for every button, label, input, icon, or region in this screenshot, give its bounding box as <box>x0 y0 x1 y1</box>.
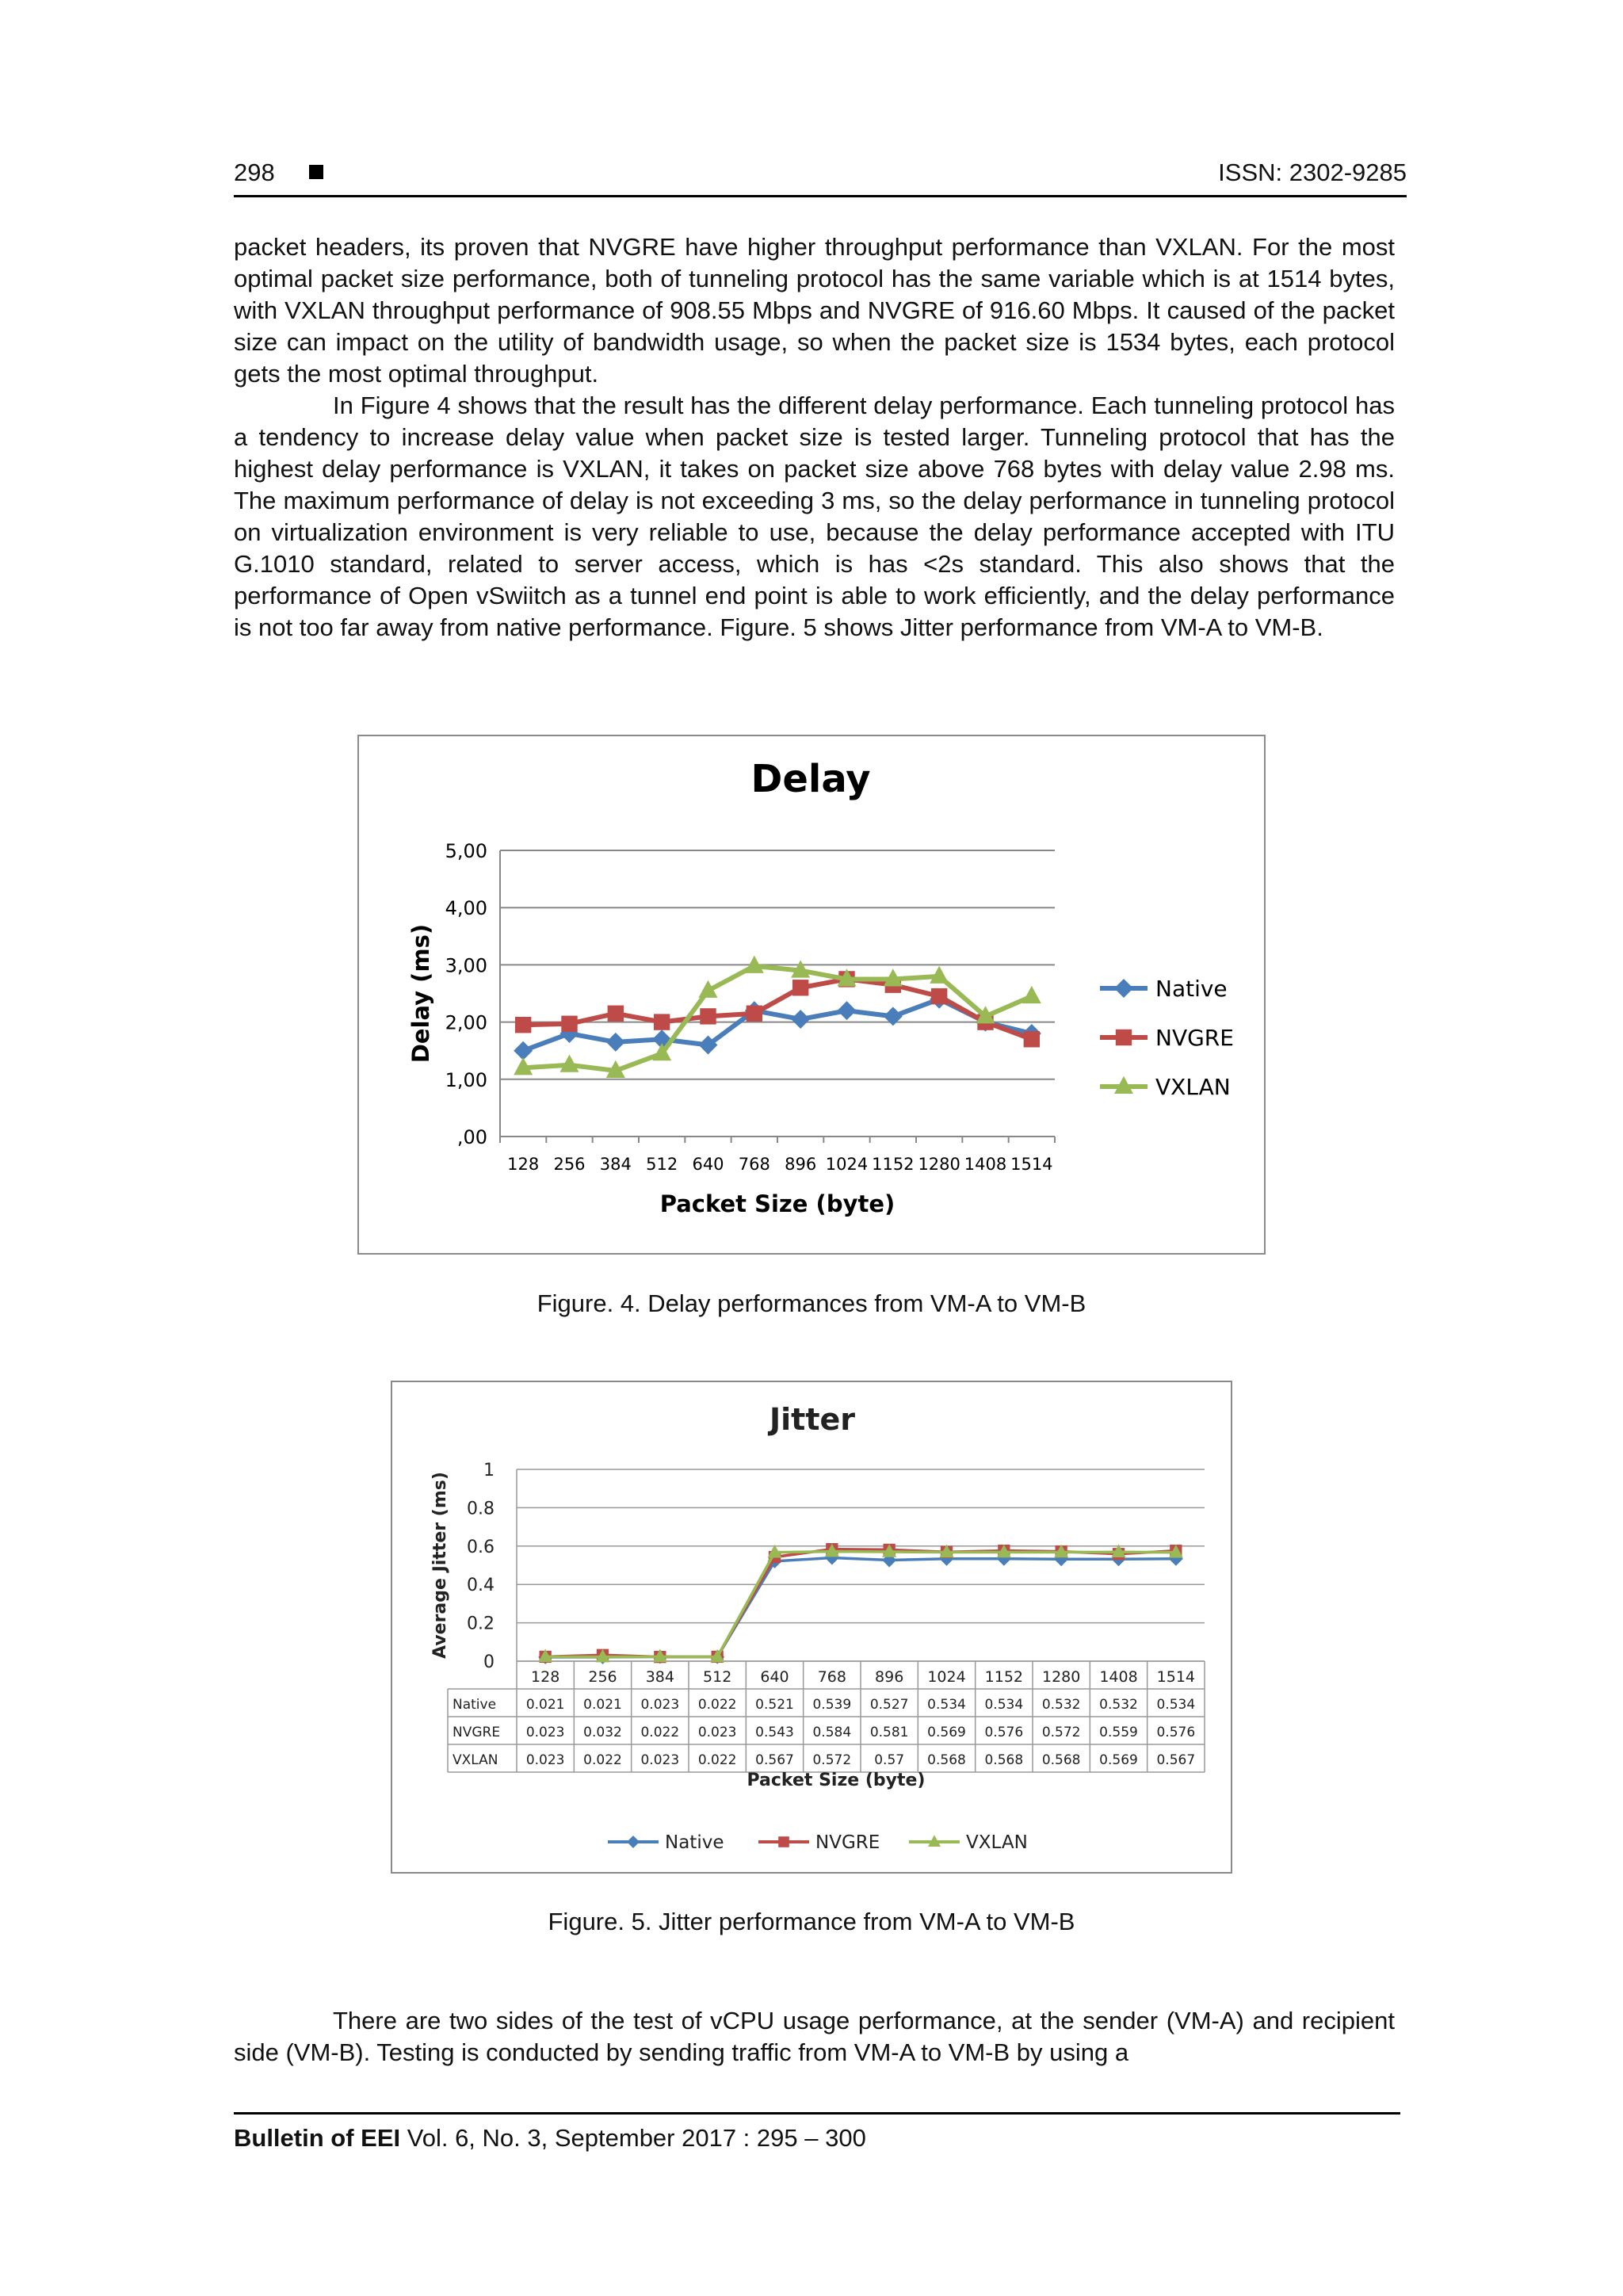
black-square-icon <box>309 165 323 179</box>
x-tick-label: 768 <box>738 1155 770 1174</box>
legend-marker <box>627 1836 640 1848</box>
x-tick-label: 128 <box>531 1668 560 1686</box>
table-cell: 0.576 <box>1156 1725 1196 1740</box>
data-table <box>448 1661 1205 1772</box>
series-vxlan <box>538 1544 1183 1663</box>
series-line <box>545 1558 1176 1657</box>
chart-title: Delay <box>750 757 871 801</box>
table-cell: 0.022 <box>697 1697 737 1713</box>
y-tick-label: ,00 <box>456 1126 487 1148</box>
x-tick-label: 1152 <box>872 1155 915 1174</box>
jitter-chart <box>392 1382 1231 1872</box>
table-cell: 0.569 <box>927 1725 966 1740</box>
table-cell: 0.567 <box>755 1752 794 1768</box>
table-cell: 0.022 <box>697 1752 737 1768</box>
legend-label: VXLAN <box>1155 1074 1231 1100</box>
y-tick-label: 4,00 <box>445 897 487 920</box>
x-tick-label: 1408 <box>1099 1668 1138 1686</box>
table-cell: 0.567 <box>1156 1752 1196 1768</box>
legend-marker <box>1114 979 1133 998</box>
data-point <box>1022 986 1041 1003</box>
legend-marker <box>778 1836 789 1847</box>
page-header <box>234 155 1407 197</box>
x-tick-label: 896 <box>785 1155 817 1174</box>
paragraph-1: packet headers, its proven that NVGRE have higher throughput performance than VXLAN. For the most optimal packet size performance, both of tunneling protocol has the same variable which is at 1514 bytes, with VXLAN throughput performance of 908.55 Mbps and NVGRE of 916.60 Mbps. It caused of the packet size can impact on the utility of bandwidth usage, so when the packet size is 1534 bytes, each protocol gets the most optimal throughput. <box>234 233 1395 388</box>
figure-4-frame <box>357 735 1266 1255</box>
legend-label: Native <box>1155 976 1228 1002</box>
x-tick-label: 640 <box>760 1668 789 1686</box>
table-cell: 0.572 <box>812 1752 852 1768</box>
x-tick-label: 1280 <box>918 1155 960 1174</box>
data-point <box>1024 1031 1040 1047</box>
x-tick-label: 256 <box>588 1668 617 1686</box>
series-line <box>545 1549 1176 1657</box>
data-point <box>838 1001 857 1020</box>
x-tick-label: 512 <box>646 1155 678 1174</box>
x-tick-label: 1024 <box>825 1155 869 1174</box>
journal-name: Bulletin of EEI <box>234 2124 401 2152</box>
table-cell: 0.568 <box>984 1752 1024 1768</box>
y-tick-label: 1 <box>483 1461 495 1480</box>
table-cell: 0.023 <box>640 1697 680 1713</box>
y-tick-label: 0 <box>483 1652 495 1672</box>
data-point <box>791 1010 810 1029</box>
x-axis-label: Packet Size (byte) <box>659 1190 896 1217</box>
data-point <box>700 1008 716 1024</box>
legend-label: NVGRE <box>1155 1025 1234 1051</box>
x-tick-label: 1152 <box>984 1668 1024 1686</box>
legend-label: Native <box>665 1832 724 1853</box>
figure-5-caption: Figure. 5. Jitter performance from VM-A to VM-B <box>548 1908 1075 1935</box>
data-point <box>792 980 808 995</box>
table-cell: 0.023 <box>640 1752 680 1768</box>
table-cell: 0.532 <box>1099 1697 1138 1713</box>
series-native <box>538 1551 1183 1664</box>
table-cell: 0.022 <box>583 1752 622 1768</box>
x-axis-label: Packet Size (byte) <box>747 1771 926 1790</box>
table-cell: 0.023 <box>525 1752 565 1768</box>
legend-marker <box>1116 1030 1132 1045</box>
table-cell: 0.568 <box>1041 1752 1081 1768</box>
table-series-name: NVGRE <box>453 1725 501 1740</box>
x-tick-label: 1514 <box>1156 1668 1196 1686</box>
data-point <box>515 1017 531 1033</box>
table-cell: 0.57 <box>874 1752 905 1768</box>
table-cell: 0.022 <box>640 1725 680 1740</box>
x-tick-label: 384 <box>645 1668 674 1686</box>
data-point <box>561 1016 577 1032</box>
table-series-name: Native <box>453 1697 497 1713</box>
table-cell: 0.568 <box>927 1752 966 1768</box>
x-tick-label: 1408 <box>964 1155 1007 1174</box>
page-number: 298 <box>234 159 275 186</box>
x-tick-label: 384 <box>599 1155 632 1174</box>
journal-details: Vol. 6, No. 3, September 2017 : 295 – 300 <box>407 2124 866 2152</box>
table-cell: 0.576 <box>984 1725 1024 1740</box>
chart-title: Jitter <box>769 1402 856 1437</box>
data-point <box>747 1006 762 1022</box>
y-axis-label: Average Jitter (ms) <box>430 1472 450 1659</box>
y-axis-label: Delay (ms) <box>407 923 434 1064</box>
data-point <box>884 1007 903 1026</box>
data-point <box>514 1041 533 1060</box>
data-point <box>608 1006 624 1022</box>
table-cell: 0.527 <box>869 1697 909 1713</box>
paragraph-3: There are two sides of the test of vCPU usage performance, at the sender (VM-A) and recipient side (VM-B). Testing is conducted by sending traffic from VM-A to VM-B by using a <box>234 2007 1395 2066</box>
table-cell: 0.534 <box>1156 1697 1196 1713</box>
x-tick-label: 256 <box>553 1155 586 1174</box>
y-tick-label: 3,00 <box>445 954 487 977</box>
table-cell: 0.021 <box>583 1697 622 1713</box>
y-tick-label: 1,00 <box>445 1068 487 1091</box>
y-tick-label: 0.2 <box>467 1614 495 1634</box>
issn: ISSN: 2302-9285 <box>1218 159 1407 186</box>
table-cell: 0.021 <box>525 1697 565 1713</box>
x-tick-label: 768 <box>817 1668 846 1686</box>
figure-4-caption: Figure. 4. Delay performances from VM-A to VM-B <box>537 1289 1086 1317</box>
y-tick-label: 0.4 <box>467 1576 495 1596</box>
table-cell: 0.584 <box>812 1725 852 1740</box>
x-tick-label: 512 <box>703 1668 732 1686</box>
x-tick-label: 896 <box>875 1668 904 1686</box>
data-point <box>654 1014 670 1030</box>
x-tick-label: 640 <box>692 1155 724 1174</box>
table-cell: 0.023 <box>697 1725 737 1740</box>
x-tick-label: 1514 <box>1010 1155 1053 1174</box>
table-cell: 0.559 <box>1099 1725 1138 1740</box>
series-nvgre <box>540 1543 1182 1663</box>
table-cell: 0.521 <box>755 1697 794 1713</box>
table-cell: 0.532 <box>1041 1697 1081 1713</box>
table-cell: 0.534 <box>927 1697 966 1713</box>
table-cell: 0.023 <box>525 1725 565 1740</box>
table-cell: 0.581 <box>869 1725 909 1740</box>
table-cell: 0.569 <box>1099 1752 1138 1768</box>
data-point <box>931 988 947 1004</box>
series-line <box>545 1552 1176 1657</box>
x-tick-label: 128 <box>507 1155 540 1174</box>
figure-5-frame <box>391 1381 1232 1874</box>
table-cell: 0.539 <box>812 1697 852 1713</box>
y-tick-label: 0.8 <box>467 1499 495 1519</box>
legend-label: VXLAN <box>966 1832 1028 1853</box>
table-cell: 0.572 <box>1041 1725 1081 1740</box>
delay-chart <box>359 736 1264 1253</box>
x-tick-label: 1280 <box>1041 1668 1081 1686</box>
table-cell: 0.032 <box>583 1725 622 1740</box>
y-tick-label: 2,00 <box>445 1011 487 1034</box>
table-series-name: VXLAN <box>453 1752 498 1768</box>
legend-label: NVGRE <box>815 1832 880 1853</box>
y-tick-label: 5,00 <box>445 840 487 862</box>
paragraph-2: In Figure 4 shows that the result has the different delay performance. Each tunneling protocol has a tendency to increase delay value when packet size is tested larger. Tunneling protocol that has the highest delay performance is VXLAN, it takes on packet size above 768 bytes with delay value 2.98 ms. The maximum performance of delay is not exceeding 3 ms, so the delay performance in tunneling protocol on virtualization environment is very reliable to use, because the delay performance accepted with ITU G.1010 standard, related to server access, which is has <2s standard. This also shows that the performance of Open vSwiitch as a tunnel end point is able to work efficiently, and the delay performance is not too far away from native performance. Figure. 5 shows Jitter performance from VM-A to VM-B. <box>234 392 1395 641</box>
table-cell: 0.543 <box>755 1725 794 1740</box>
x-tick-label: 1024 <box>927 1668 966 1686</box>
data-point <box>606 1033 625 1052</box>
page-footer <box>234 2112 1400 2153</box>
table-cell: 0.534 <box>984 1697 1024 1713</box>
y-tick-label: 0.6 <box>467 1537 495 1557</box>
